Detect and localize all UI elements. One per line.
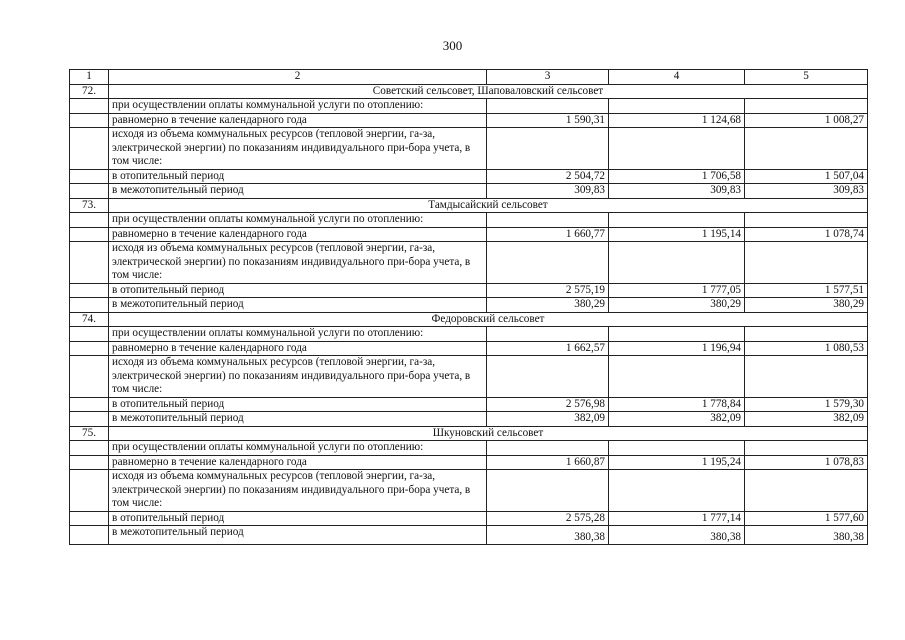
table-row [70, 169, 868, 184]
table-row [70, 213, 868, 228]
section-number: 74. [70, 312, 109, 327]
table-row [70, 283, 868, 298]
row-number-cell [70, 213, 109, 228]
row-number-cell [70, 356, 109, 398]
table-row [70, 341, 868, 356]
value-cell: 380,38 [745, 526, 868, 545]
section-number: 75. [70, 426, 109, 441]
value-cell [745, 470, 868, 512]
value-cell: 380,29 [609, 298, 745, 313]
table-row [70, 356, 868, 398]
table-row [70, 227, 868, 242]
section-title: Советский сельсовет, Шаповаловский сельсовет [109, 84, 868, 99]
table-row [70, 298, 868, 313]
section-number: 73. [70, 198, 109, 213]
value-cell [487, 128, 609, 170]
row-label: при осуществлении оплаты коммунальной услуги по отоплению: [109, 99, 487, 114]
table-row [70, 455, 868, 470]
row-number-cell [70, 412, 109, 427]
value-cell: 1 706,58 [609, 169, 745, 184]
row-label: в отопительный период [109, 169, 487, 184]
value-cell: 382,09 [609, 412, 745, 427]
column-number: 1 [70, 70, 109, 85]
row-label: в межотопительный период [109, 184, 487, 199]
value-cell [487, 441, 609, 456]
row-number-cell [70, 455, 109, 470]
value-cell [745, 128, 868, 170]
value-cell: 382,09 [745, 412, 868, 427]
row-label: исходя из объема коммунальных ресурсов (тепловой энергии, га-за, электрической энергии) по показаниям индивидуального при-бора учета, в том числе: [109, 242, 487, 284]
value-cell [609, 242, 745, 284]
value-cell [609, 213, 745, 228]
column-number: 3 [487, 70, 609, 85]
value-cell [745, 441, 868, 456]
value-cell: 1 124,68 [609, 113, 745, 128]
value-cell: 1 777,05 [609, 283, 745, 298]
value-cell [609, 356, 745, 398]
value-cell [609, 128, 745, 170]
value-cell [487, 470, 609, 512]
value-cell: 2 576,98 [487, 397, 609, 412]
row-label: равномерно в течение календарного года [109, 113, 487, 128]
value-cell [609, 470, 745, 512]
value-cell [745, 356, 868, 398]
value-cell [745, 242, 868, 284]
table-row [70, 184, 868, 199]
row-label: в отопительный период [109, 283, 487, 298]
row-label: при осуществлении оплаты коммунальной услуги по отоплению: [109, 327, 487, 342]
row-label: в отопительный период [109, 511, 487, 526]
row-label: при осуществлении оплаты коммунальной услуги по отоплению: [109, 441, 487, 456]
table-row [70, 526, 868, 545]
table-row [70, 113, 868, 128]
table-row [70, 412, 868, 427]
value-cell: 1 662,57 [487, 341, 609, 356]
table-row [70, 128, 868, 170]
row-number-cell [70, 397, 109, 412]
table-row [70, 397, 868, 412]
value-cell: 1 195,24 [609, 455, 745, 470]
section-title-row [70, 198, 868, 213]
row-number-cell [70, 113, 109, 128]
row-label: в межотопительный период [109, 412, 487, 427]
table-row [70, 470, 868, 512]
row-number-cell [70, 298, 109, 313]
value-cell: 1 078,74 [745, 227, 868, 242]
table-row [70, 99, 868, 114]
row-label: исходя из объема коммунальных ресурсов (тепловой энергии, га-за, электрической энергии) по показаниям индивидуального при-бора учета, в том числе: [109, 128, 487, 170]
row-number-cell [70, 327, 109, 342]
value-cell: 1 778,84 [609, 397, 745, 412]
row-number-cell [70, 470, 109, 512]
row-number-cell [70, 283, 109, 298]
value-cell [487, 99, 609, 114]
value-cell: 1 660,77 [487, 227, 609, 242]
value-cell: 2 575,28 [487, 511, 609, 526]
value-cell [487, 327, 609, 342]
value-cell: 309,83 [609, 184, 745, 199]
row-label: исходя из объема коммунальных ресурсов (тепловой энергии, га-за, электрической энергии) по показаниям индивидуального при-бора учета, в том числе: [109, 356, 487, 398]
value-cell: 380,29 [745, 298, 868, 313]
value-cell: 2 575,19 [487, 283, 609, 298]
value-cell: 1 078,83 [745, 455, 868, 470]
value-cell: 1 660,87 [487, 455, 609, 470]
row-number-cell [70, 128, 109, 170]
value-cell: 2 504,72 [487, 169, 609, 184]
value-cell [487, 213, 609, 228]
section-title-row [70, 312, 868, 327]
row-label: в отопительный период [109, 397, 487, 412]
row-label: исходя из объема коммунальных ресурсов (тепловой энергии, га-за, электрической энергии) по показаниям индивидуального при-бора учета, в том числе: [109, 470, 487, 512]
row-number-cell [70, 99, 109, 114]
row-label: равномерно в течение календарного года [109, 341, 487, 356]
row-number-cell [70, 184, 109, 199]
value-cell: 1 777,14 [609, 511, 745, 526]
value-cell: 1 590,31 [487, 113, 609, 128]
value-cell [745, 213, 868, 228]
section-title: Шкуновский сельсовет [109, 426, 868, 441]
value-cell [609, 441, 745, 456]
row-label: при осуществлении оплаты коммунальной услуги по отоплению: [109, 213, 487, 228]
row-number-cell [70, 227, 109, 242]
section-title-row [70, 84, 868, 99]
value-cell [745, 327, 868, 342]
value-cell: 1 577,60 [745, 511, 868, 526]
value-cell: 1 195,14 [609, 227, 745, 242]
row-number-cell [70, 441, 109, 456]
value-cell [609, 327, 745, 342]
value-cell: 382,09 [487, 412, 609, 427]
value-cell [609, 99, 745, 114]
row-number-cell [70, 511, 109, 526]
table-row [70, 511, 868, 526]
column-number-row [70, 70, 868, 85]
table-row [70, 327, 868, 342]
value-cell: 1 577,51 [745, 283, 868, 298]
value-cell: 1 507,04 [745, 169, 868, 184]
value-cell: 380,38 [487, 526, 609, 545]
section-number: 72. [70, 84, 109, 99]
column-number: 2 [109, 70, 487, 85]
row-label: в межотопительный период [109, 526, 487, 545]
value-cell: 1 579,30 [745, 397, 868, 412]
table-row [70, 441, 868, 456]
column-number: 4 [609, 70, 745, 85]
table-row [70, 242, 868, 284]
tariff-table [69, 69, 868, 545]
value-cell: 1 196,94 [609, 341, 745, 356]
section-title: Федоровский сельсовет [109, 312, 868, 327]
column-number: 5 [745, 70, 868, 85]
row-label: в межотопительный период [109, 298, 487, 313]
value-cell [487, 356, 609, 398]
section-title: Тамдысайский сельсовет [109, 198, 868, 213]
row-label: равномерно в течение календарного года [109, 455, 487, 470]
value-cell: 1 008,27 [745, 113, 868, 128]
value-cell: 1 080,53 [745, 341, 868, 356]
row-number-cell [70, 341, 109, 356]
value-cell: 380,38 [609, 526, 745, 545]
value-cell: 380,29 [487, 298, 609, 313]
value-cell: 309,83 [487, 184, 609, 199]
row-label: равномерно в течение календарного года [109, 227, 487, 242]
section-title-row [70, 426, 868, 441]
value-cell: 309,83 [745, 184, 868, 199]
value-cell [487, 242, 609, 284]
page-number: 300 [442, 38, 463, 53]
row-number-cell [70, 169, 109, 184]
value-cell [745, 99, 868, 114]
row-number-cell [70, 242, 109, 284]
row-number-cell [70, 526, 109, 545]
